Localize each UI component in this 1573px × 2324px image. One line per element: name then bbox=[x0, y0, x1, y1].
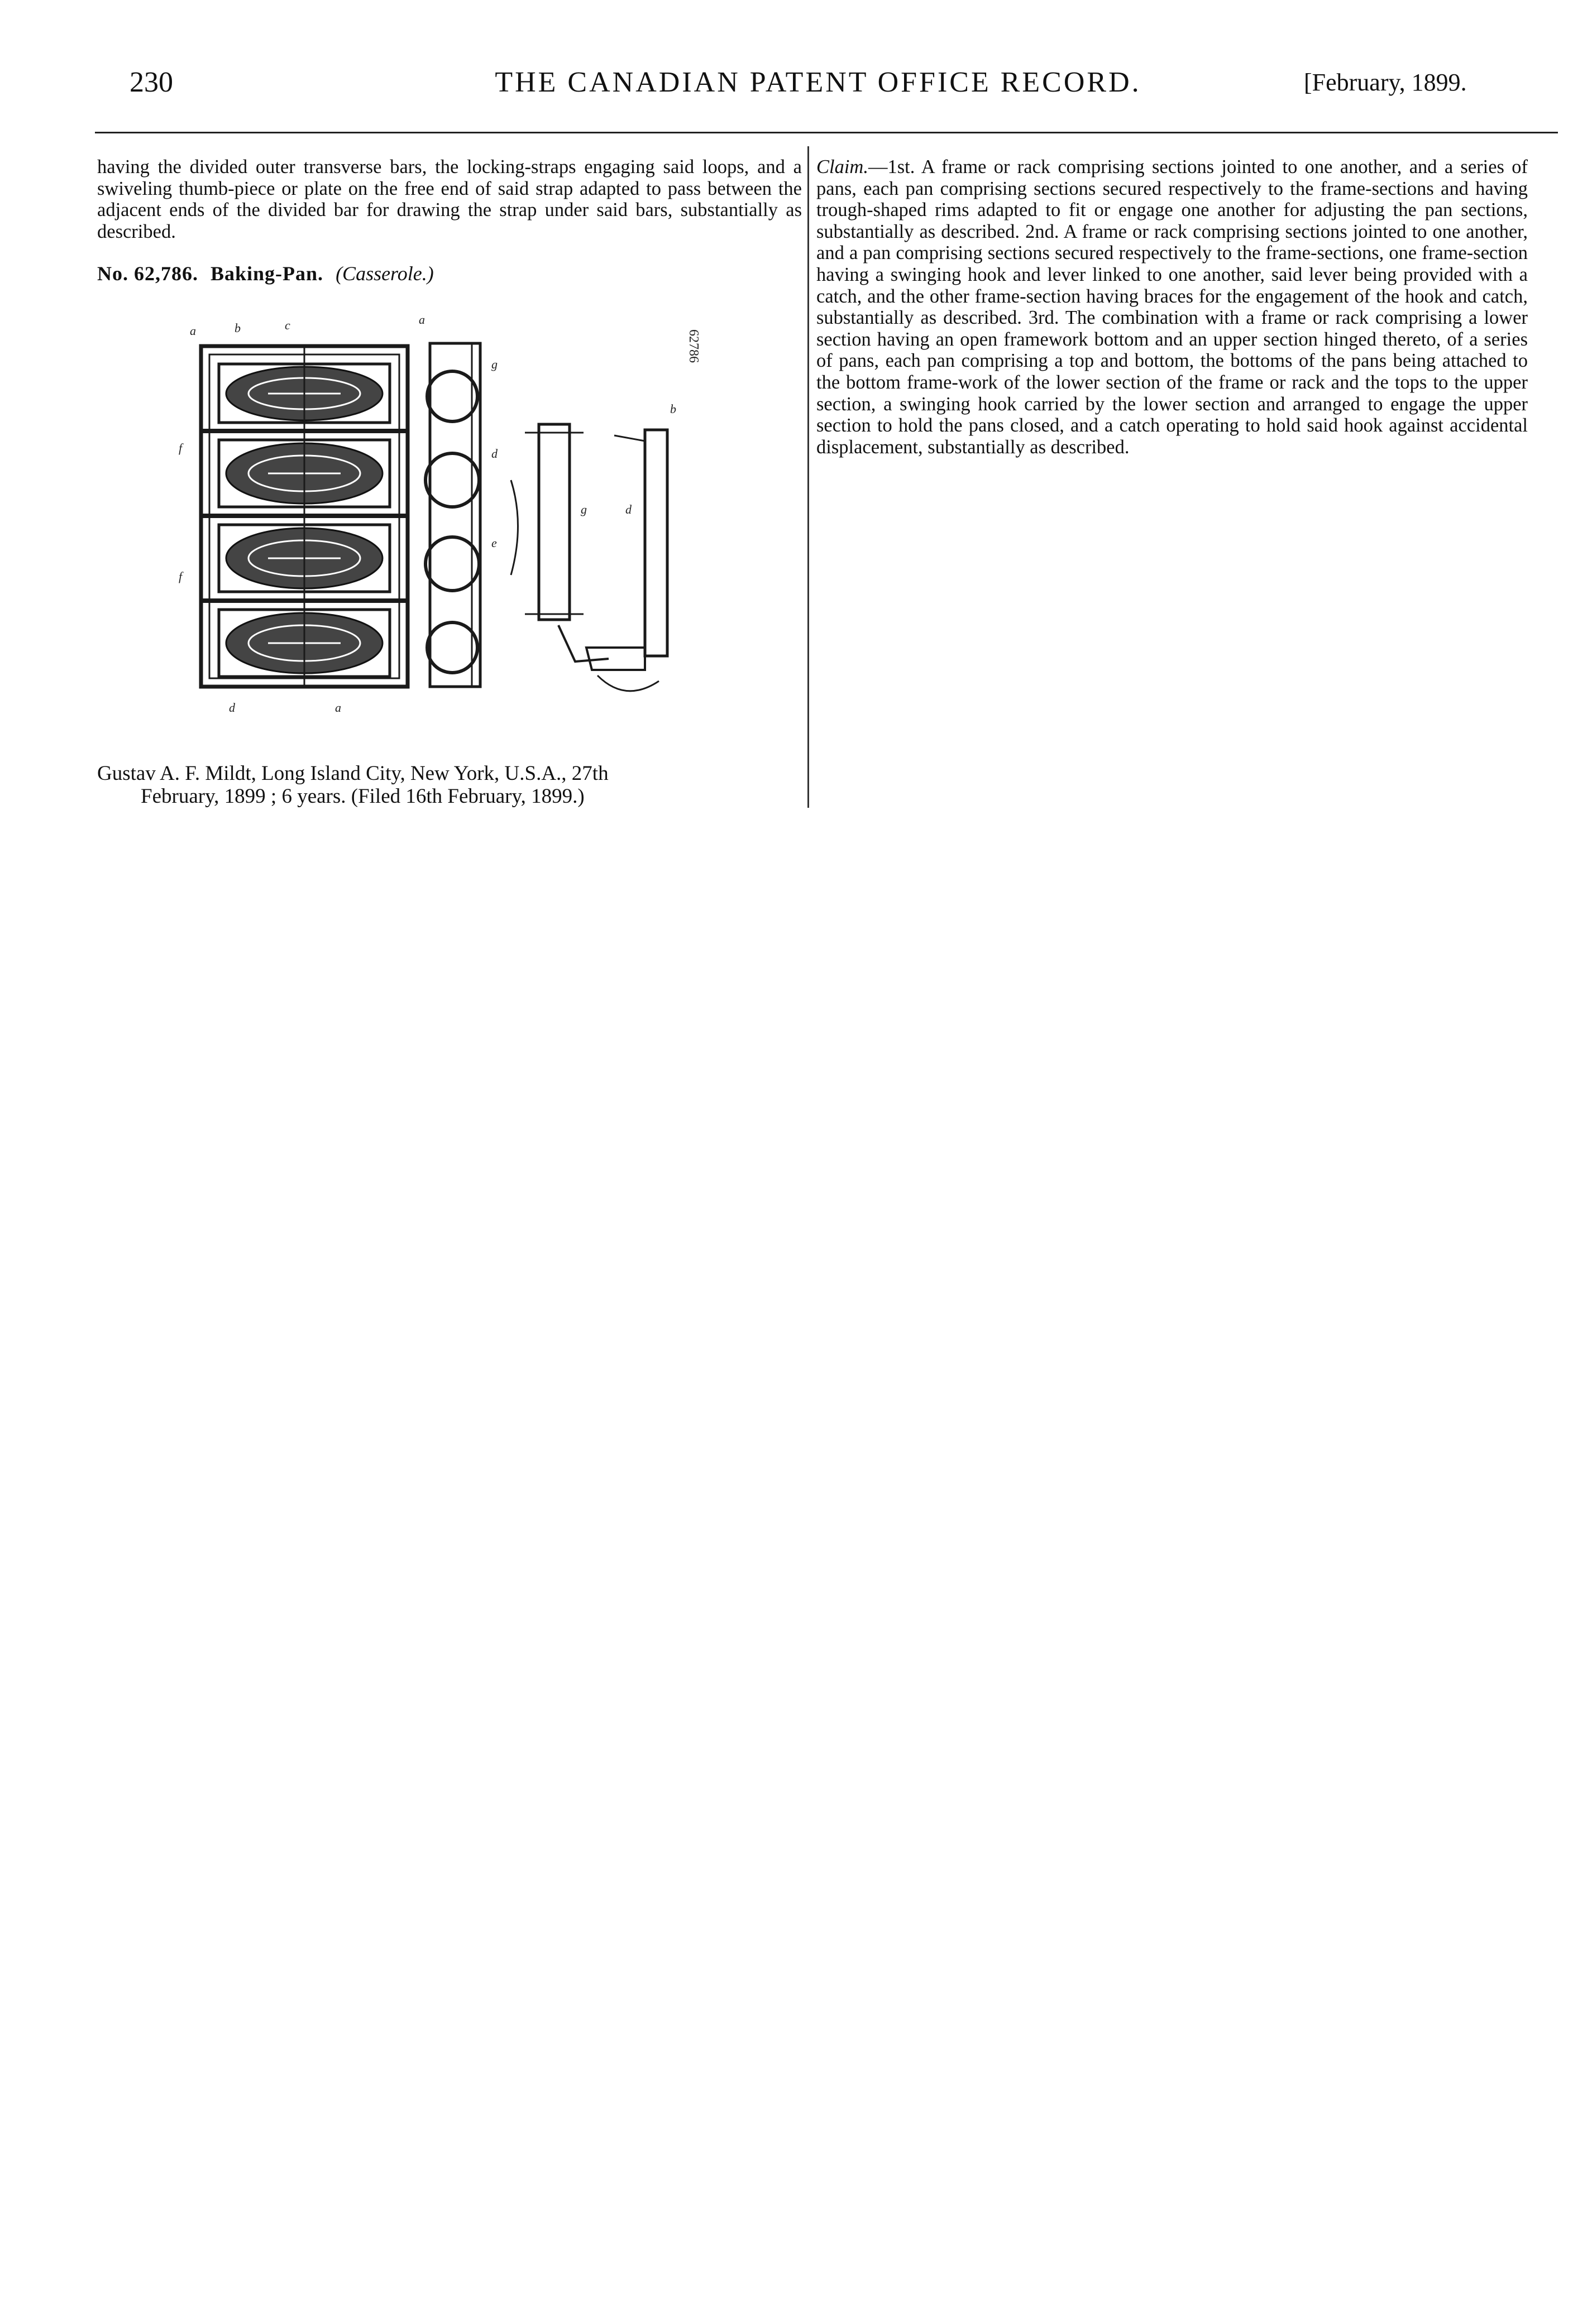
patent-entry-heading bbox=[97, 262, 802, 285]
svg-text:b: b bbox=[670, 402, 676, 416]
svg-text:d: d bbox=[625, 502, 632, 516]
baking-pan-drawing-icon bbox=[168, 313, 704, 720]
claim-paragraph bbox=[816, 156, 1528, 458]
page-number: 230 bbox=[130, 66, 173, 98]
svg-text:e: e bbox=[491, 536, 497, 550]
patent-alt-title: (Casserole.) bbox=[336, 262, 434, 285]
header-rule bbox=[95, 132, 1558, 133]
svg-text:d: d bbox=[491, 447, 498, 461]
svg-text:c: c bbox=[285, 318, 290, 332]
svg-text:a: a bbox=[419, 313, 425, 327]
svg-text:a: a bbox=[335, 701, 341, 715]
patent-title: Baking-Pan. bbox=[211, 262, 324, 285]
issue-date: [February, 1899. bbox=[1304, 69, 1467, 96]
svg-text:g: g bbox=[491, 357, 498, 371]
left-column bbox=[97, 156, 802, 242]
figure-number: 62786 bbox=[686, 329, 701, 363]
column-divider bbox=[807, 146, 809, 808]
patent-number: No. 62,786. bbox=[97, 262, 198, 285]
right-column bbox=[816, 156, 1528, 458]
svg-text:g: g bbox=[581, 502, 587, 516]
svg-text:f: f bbox=[179, 569, 183, 583]
continuation-paragraph: having the divided outer transverse bars, the locking-straps engaging said loops, and a swiveling thumb-piece or plate on the free end of said strap adapted to pass between the adjacent ends of the divided bar for drawing the strap under said bars, substantially as described. bbox=[97, 156, 802, 242]
inventor-line-1: Gustav A. F. Mildt, Long Island City, New York, U.S.A., 27th bbox=[97, 762, 609, 785]
inventor-details bbox=[97, 762, 802, 808]
svg-text:f: f bbox=[179, 441, 183, 455]
journal-title: THE CANADIAN PATENT OFFICE RECORD. bbox=[495, 66, 1141, 98]
svg-text:b: b bbox=[235, 321, 241, 335]
claim-text: —1st. A frame or rack comprising sections jointed to one another, and a series of pans, each pan comprising sections secured respectively to the frame-sections and having trough-shaped rims adapted to fit or engage one another for adjusting the pan sections, substantially as described. 2nd. A frame or rack comprising sections jointed to one another, and a pan comprising sections secured respectively to the frame-sections, one frame-section having a swinging hook and lever linked to one another, said lever being provided with a catch, and the other frame-section having braces for the engagement of the hook and catch, substantially as described. 3rd. The combination with a frame or rack comprising a lower section having an open framework bottom and an upper section hinged thereto, of a series of pans, each pan comprising a top and bottom, the bottoms of the pans being attached to the bottom frame-work of the lower section of the frame or rack and the tops to the upper section, a swinging hook carried by the lower section and arranged to engage the upper section to hold the pans closed, and a catch operating to hold said hook against accidental displacement, substantially as described. bbox=[816, 156, 1528, 458]
svg-text:d: d bbox=[229, 701, 235, 715]
patent-drawing bbox=[168, 313, 704, 720]
inventor-line-2: February, 1899 ; 6 years. (Filed 16th February, 1899.) bbox=[141, 785, 585, 808]
svg-text:a: a bbox=[190, 324, 196, 338]
claim-label: Claim. bbox=[816, 156, 868, 178]
